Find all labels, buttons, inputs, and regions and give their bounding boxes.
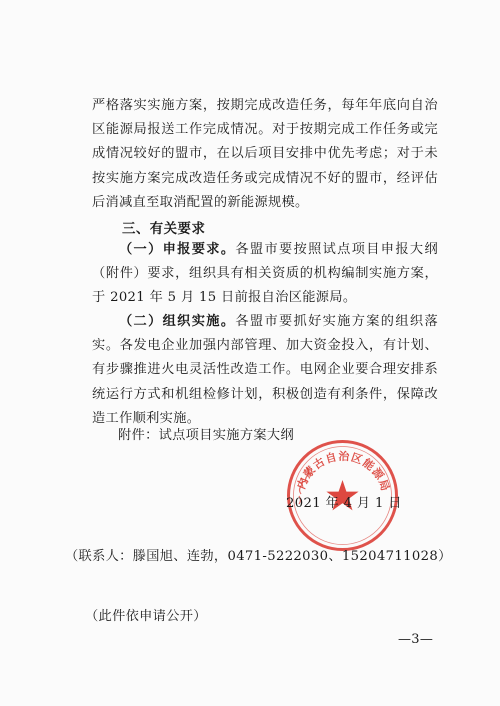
disclosure-note: （此件依申请公开） (85, 609, 207, 624)
contact-line: （联系人：滕国旭、连勃，0471-5222030、15204711028） (65, 549, 452, 564)
issue-date: 2021 年 4 月 1 日 (286, 496, 402, 511)
item-text: 各盟市要按照试点项目申报大纲（附件）要求，组织具有相关资质的机构编制实施方案，于 2021 年 5 月 15 日前报自治区能源局。 (92, 242, 438, 306)
paragraph-implementation-requirements (92, 94, 438, 215)
svg-text:内蒙古自治区能源局: 内蒙古自治区能源局 (294, 449, 393, 494)
attachment-line: 附件：试点项目实施方案大纲 (118, 428, 294, 443)
item-label: （二）组织实施。 (119, 314, 236, 329)
page-number: —3— (398, 632, 434, 647)
item-label: （一）申报要求。 (119, 242, 236, 257)
paragraph-text: 严格落实实施方案，按期完成改造任务，每年年底向自治区能源局报送工作完成情况。对于按期完成工作任务或完成情况较好的盟市，在以后项目安排中优先考虑；对于未按实施方案完成改造任务或完成情况不好的盟市，经评估后消减直至取消配置的新能源规模。 (92, 98, 438, 210)
paragraph-organization-implementation (92, 310, 438, 431)
paragraph-application-requirements (92, 238, 438, 311)
item-text: 各盟市要抓好实施方案的组织落实。各发电企业加强内部管理、加大资金投入，有计划、有步骤推进火电灵活性改造工作。电网企业要合理安排系统运行方式和机组检修计划，积极创造有利条件，保障改造工作顺利实施。 (92, 314, 438, 426)
section-heading: 三、有关要求 (122, 221, 206, 237)
